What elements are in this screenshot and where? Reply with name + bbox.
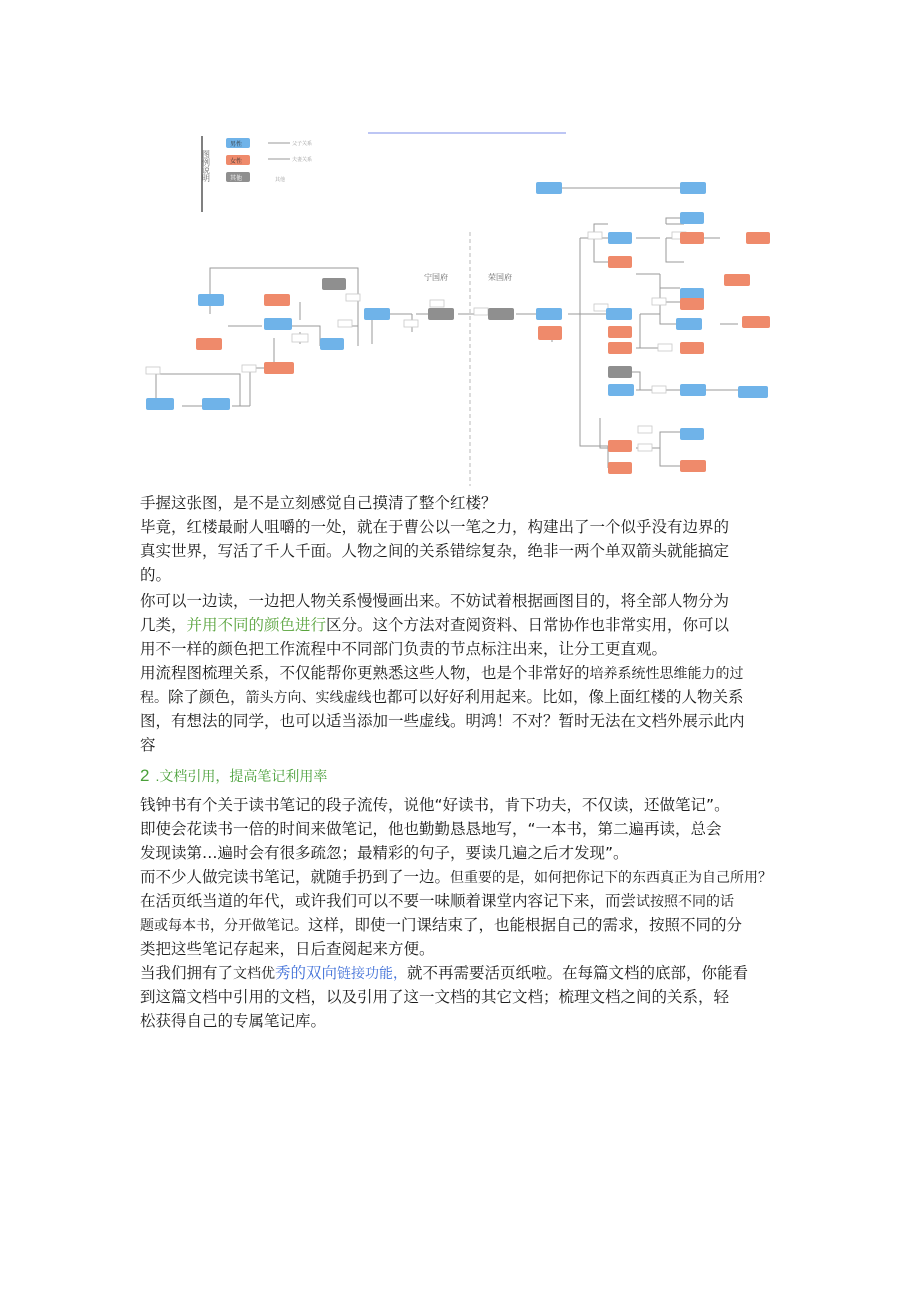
paragraph-line: 类把这些笔记存起来，日后查阅起来方便。: [140, 940, 435, 958]
node-male: [198, 294, 224, 306]
highlight-text: 并用不同的颜色进行: [186, 616, 327, 634]
node-male: [738, 386, 768, 398]
text-run: 几类，: [140, 616, 187, 634]
paragraph-line: 容: [140, 736, 156, 754]
text-run: 文档优: [233, 965, 276, 981]
highlight-text: 链接功能，: [337, 965, 408, 981]
legend: [202, 136, 313, 212]
legend-line-label-2: 夫妻关系: [292, 157, 313, 163]
section-number: 2: [140, 766, 150, 785]
node-female: [608, 342, 632, 354]
text-run: 也都可以好好利用起来。比如，像上面红楼的人物关系: [371, 688, 744, 706]
section-heading: [140, 764, 790, 789]
paragraph-line: 到这篇文档中引用的文档，以及引用了这一文档的其它文档；梳理文档之间的关系，轻: [140, 988, 730, 1006]
text-run: 题或每本书，分开做笔记。: [140, 917, 308, 933]
node-female: [264, 362, 294, 374]
node-female: [680, 460, 706, 472]
legend-title: 图例说明: [201, 150, 211, 182]
paragraph-line: [140, 890, 790, 914]
paragraph-intro: 手握这张图，是不是立刻感觉自己摸清了整个红楼？: [140, 494, 497, 512]
text-run: 但重要的是，如何把你记下的东西真正为自己所用？: [450, 869, 773, 885]
text-run: 程。: [140, 689, 168, 705]
node-male: [320, 338, 344, 350]
text-run: 箭头方向、实线虚线: [245, 689, 372, 705]
paragraph-line: 图，有想法的同学，也可以适当添加一些虚线。明鸿！不对？暂时无法在文档外展示此内: [140, 712, 745, 730]
paragraph-line: 钱钟书有个关于读书笔记的段子流传，说他“好读书，肯下功夫，不仅读，还做笔记”。: [140, 796, 730, 814]
text-run: 当我们拥有了: [140, 964, 234, 982]
text-run: 就不再需要活页纸啦。在每篇文档的底部，你能看: [407, 964, 749, 982]
node-female: [264, 294, 290, 306]
paragraph-line: [140, 662, 790, 686]
node-female: [538, 326, 562, 340]
node-other: [428, 308, 454, 320]
paragraph-line: 的。: [140, 566, 172, 584]
node-male: [608, 232, 632, 244]
node-male: [680, 182, 706, 194]
text-run: 培养系统性思维能力的过: [589, 665, 744, 681]
text-run: 区分。这个方法对查阅资料、日常协作也非常实用，你可以: [326, 616, 730, 634]
node-male: [680, 428, 704, 440]
node-other: [608, 366, 632, 378]
node-male: [536, 182, 562, 194]
node-male: [608, 384, 634, 396]
paragraph-line: 真实世界，写活了千人千面。人物之间的关系错综复杂，绝非一两个单双箭头就能搞定: [140, 542, 730, 560]
text-run: 这样，即使一门课结束了，也能根据自己的需求，按照不同的分: [308, 916, 743, 934]
section-title: .文档引用，提高笔记利用率: [155, 768, 328, 784]
paragraph-line: [140, 914, 790, 938]
node-female: [680, 232, 704, 244]
node-female: [608, 462, 632, 474]
paragraph-line: 松获得自己的专属笔记库。: [140, 1012, 327, 1030]
text-run: 而不少人做完读书笔记，就随手扔到了一边。: [140, 868, 451, 886]
text-run: 除了颜色，: [168, 688, 246, 706]
node-female: [608, 256, 632, 268]
text-run: 试按照不同的话: [636, 893, 735, 909]
text-run: 用流程图梳理关系，不仅能帮你更熟悉这些人物，也是个非常好的: [140, 664, 590, 682]
node-male: [364, 308, 390, 320]
node-male: [202, 398, 230, 410]
node-male: [146, 398, 174, 410]
node-female: [608, 440, 632, 452]
node-male: [264, 318, 292, 330]
node-male: [536, 308, 562, 320]
highlight-text: 秀的双向: [275, 964, 338, 982]
node-male: [676, 318, 702, 330]
legend-line-label-1: 父子关系: [292, 141, 313, 147]
node-female: [196, 338, 222, 350]
node-female: [742, 316, 770, 328]
paragraph-line: [140, 686, 790, 710]
node-female: [680, 298, 704, 310]
node-female: [680, 342, 704, 354]
text-run: 在活页纸当道的年代，或许我们可以不要一味顺着课堂内容记下来，而尝: [140, 892, 637, 910]
node-female: [608, 326, 632, 338]
node-female: [724, 274, 750, 286]
paragraph-line: 即使会花读书一倍的时间来做笔记，他也勤勤恳恳地写，“一本书，第二遍再读，总会: [140, 820, 722, 838]
node-other: [488, 308, 514, 320]
paragraph-line: [140, 866, 790, 890]
house-label-ning: 宁国府: [424, 273, 448, 282]
paragraph-line: [140, 614, 790, 638]
paragraph-line: 毕竟，红楼最耐人咀嚼的一处，就在于曹公以一笔之力，构建出了一个似乎没有边界的: [140, 518, 730, 536]
house-label-rong: 荣国府: [488, 273, 512, 282]
legend-label-male: 男性: [230, 141, 243, 148]
node-other: [322, 278, 346, 290]
paragraph-line: [140, 962, 790, 986]
paragraph-line: 用不一样的颜色把工作流程中不同部门负责的节点标注出来，让分工更直观。: [140, 640, 668, 658]
node-male: [606, 308, 632, 320]
relationship-diagram: [140, 128, 780, 490]
node-male: [680, 212, 704, 224]
legend-label-female: 女性: [230, 158, 243, 165]
legend-label-other: 其他: [230, 175, 243, 182]
node-female: [746, 232, 770, 244]
paragraph-line: 发现读第…遍时会有很多疏忽；最精彩的句子，要读几遍之后才发现”。: [140, 844, 629, 862]
paragraph-line: 你可以一边读，一边把人物关系慢慢画出来。不妨试着根据画图目的，将全部人物分为: [140, 592, 730, 610]
node-male: [680, 384, 706, 396]
legend-line-label-3: 其他: [275, 177, 286, 183]
